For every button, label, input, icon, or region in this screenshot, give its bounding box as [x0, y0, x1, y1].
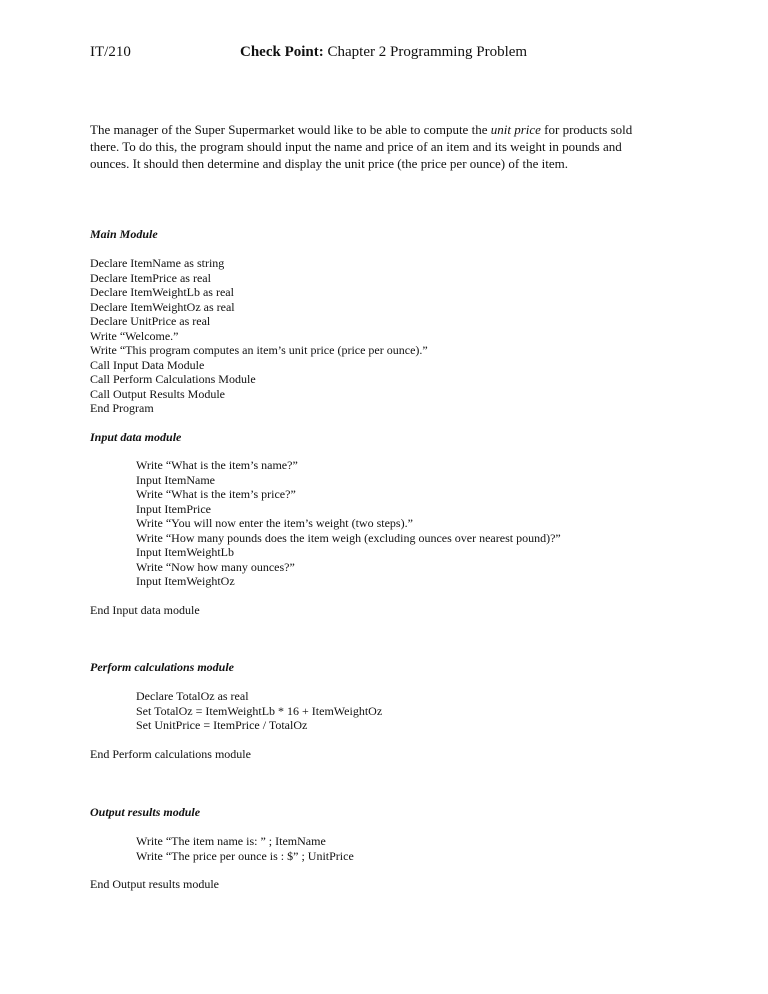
- code-line: Input ItemName: [136, 472, 215, 487]
- intro-text: for products sold: [540, 122, 633, 137]
- calc-module-heading: Perform calculations module: [90, 660, 234, 674]
- code-line: Call Perform Calculations Module: [90, 372, 256, 386]
- calc-module-end: End Perform calculations module: [90, 747, 251, 761]
- code-line: Write “What is the item’s name?”: [136, 458, 298, 472]
- output-module-heading: Output results module: [90, 805, 201, 819]
- input-module-end: End Input data module: [90, 603, 200, 617]
- intro-line-2: there. To do this, the program should input the name and price of an item and its weight in pounds and: [90, 139, 622, 154]
- code-line: Input ItemWeightLb: [136, 545, 235, 559]
- code-line: End Program: [90, 401, 154, 415]
- code-line: Input ItemWeightOz: [136, 574, 235, 588]
- code-line: Write “How many pounds does the item weigh (excluding ounces over nearest pound)?”: [136, 530, 561, 545]
- intro-line-1: [90, 121, 680, 138]
- input-module-code: [136, 458, 561, 589]
- code-line: Write “The item name is: ” ; ItemName: [136, 834, 326, 848]
- code-line: Write “Now how many ounces?”: [136, 559, 295, 574]
- code-line: Declare ItemPrice as real: [90, 270, 211, 285]
- code-line: Write “The price per ounce is : $” ; UnitPrice: [136, 848, 354, 863]
- output-module-code: [136, 834, 354, 863]
- code-line: Declare TotalOz as real: [136, 689, 249, 703]
- page-title-bold: Check Point:: [240, 44, 324, 60]
- code-line: Declare ItemWeightOz as real: [90, 299, 235, 314]
- output-module-end: End Output results module: [90, 877, 219, 891]
- calc-module-code: [136, 689, 382, 733]
- course-code: IT/210: [90, 44, 131, 60]
- intro-text: The manager of the Super Supermarket would like to be able to compute the: [90, 122, 491, 137]
- page-title: [240, 44, 527, 61]
- main-module-heading: Main Module: [90, 227, 158, 241]
- code-line: Set TotalOz = ItemWeightLb * 16 + ItemWeightOz: [136, 703, 383, 718]
- code-line: Call Output Results Module: [90, 386, 225, 401]
- intro-line-3: ounces. It should then determine and display the unit price (the price per ounce) of the item.: [90, 156, 568, 171]
- code-line: Call Input Data Module: [90, 357, 205, 372]
- code-line: Write “What is the item’s price?”: [136, 487, 296, 501]
- code-line: Write “This program computes an item’s unit price (price per ounce).”: [90, 343, 428, 357]
- code-line: Declare UnitPrice as real: [90, 314, 211, 328]
- page-title-rest: Chapter 2 Programming Problem: [323, 44, 528, 60]
- code-line: Write “You will now enter the item’s weight (two steps).”: [136, 516, 413, 530]
- intro-paragraph: [90, 121, 680, 172]
- code-line: Declare ItemName as string: [90, 256, 225, 270]
- code-line: Declare ItemWeightLb as real: [90, 285, 234, 299]
- main-module-code: [90, 256, 428, 416]
- code-line: Write “Welcome.”: [90, 328, 179, 343]
- input-module-heading: Input data module: [90, 430, 182, 444]
- code-line: Set UnitPrice = ItemPrice / TotalOz: [136, 718, 308, 732]
- intro-emphasis: unit price: [490, 122, 541, 137]
- code-line: Input ItemPrice: [136, 501, 211, 516]
